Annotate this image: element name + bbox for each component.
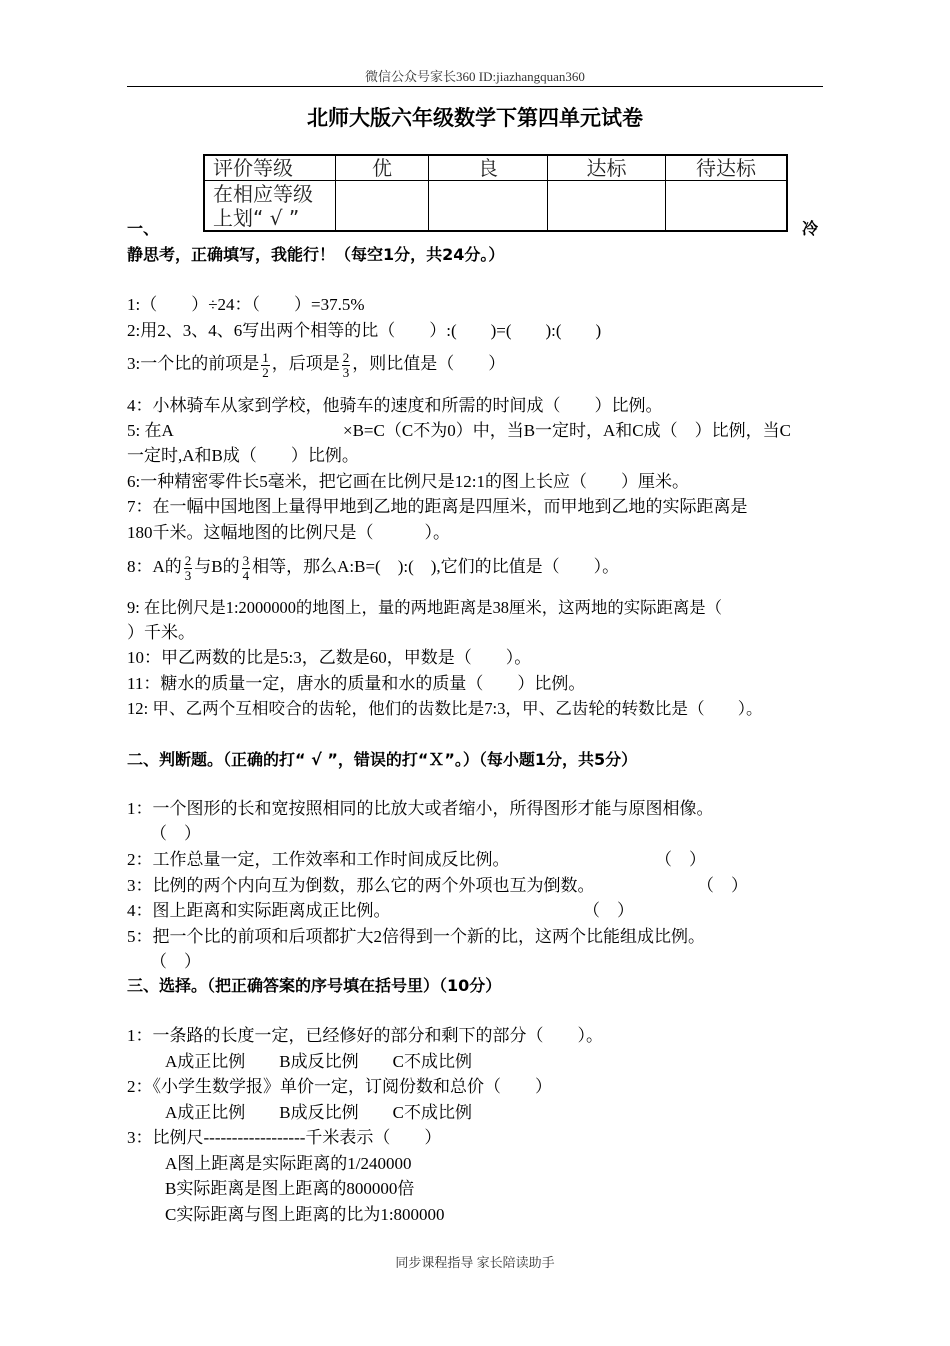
s1-question-7-b: 180千米。这幅地图的比例尺是（ ）。: [127, 523, 450, 542]
s1-question-8: [127, 549, 619, 585]
grade-header-good: 良: [429, 155, 548, 181]
s3-question-3: 3：比例尺------------------千米表示（ ）: [127, 1128, 442, 1147]
grade-header-excellent: 优: [336, 155, 429, 181]
s1-question-11: 11：糖水的质量一定，唐水的质量和水的质量（ ）比例。: [127, 674, 586, 693]
s2-question-3-blank[interactable]: （ ）: [697, 876, 748, 895]
s3-question-3-option-a: A图上距离是实际距离的1/240000: [165, 1154, 412, 1173]
fraction-denominator: 4: [242, 567, 250, 583]
s2-question-4: 4：图上距离和实际距离成正比例。: [127, 901, 391, 920]
s1-question-1: 1:（ ）÷24：（ ）=37.5%: [127, 295, 365, 314]
s1-question-9-a: 9: 在比例尺是1:2000000的地图上，量的两地距离是38厘米，这两地的实际距离是（: [127, 598, 723, 617]
section3-heading: 三、选择。（把正确答案的序号填在括号里）（10分）: [127, 976, 502, 995]
section2-heading: 二、判断题。（正确的打“ √ ”，错误的打“Ｘ”。）（每小题1分，共5分）: [127, 750, 638, 769]
s2-question-5-blank[interactable]: （ ）: [150, 952, 201, 971]
s1-q8-fraction-2: [242, 554, 251, 583]
s1-q8-text-b: 与B的: [194, 557, 240, 576]
s3-question-1-options: A成正比例 B成反比例 C不成比例: [165, 1052, 472, 1071]
s1-question-10: 10：甲乙两数的比是5:3，乙数是60，甲数是（ ）。: [127, 648, 532, 667]
grade-table-mark-row: [204, 181, 787, 232]
s1-q3-fraction-2: [342, 351, 351, 380]
s2-question-5: 5：把一个比的前项和后项都扩大2倍得到一个新的比，这两个比能组成比例。: [127, 927, 705, 946]
s1-q8-fraction-1: [184, 554, 193, 583]
s1-question-5-a: 5: 在A: [127, 421, 174, 440]
grade-mark-good-cell[interactable]: [429, 181, 548, 232]
s1-question-5-b: ×B=C（C不为0）中，当B一定时，A和C成（ ）比例，当C: [343, 421, 791, 440]
header-divider: [127, 86, 823, 87]
s3-question-3-option-b: B实际距离是图上距离的800000倍: [165, 1179, 415, 1198]
s3-question-2: 2：《小学生数学报》单价一定，订阅份数和总价（ ）: [127, 1077, 552, 1096]
fraction-numerator: 3: [242, 552, 250, 568]
s2-question-3: 3：比例的两个内向互为倒数，那么它的两个外项也互为倒数。: [127, 876, 595, 895]
grade-header-label: 评价等级: [204, 155, 336, 181]
s2-question-4-blank[interactable]: （ ）: [583, 901, 634, 920]
grade-mark-label-line1: 在相应等级: [213, 182, 313, 206]
grade-mark-excellent-cell[interactable]: [336, 181, 429, 232]
s2-question-1: 1：一个图形的长和宽按照相同的比放大或者缩小，所得图形才能与原图相像。: [127, 799, 714, 818]
s1-question-5-c: 一定时,A和B成（ ）比例。: [127, 446, 359, 465]
s1-q3-fraction-1: [261, 351, 270, 380]
grade-mark-pass-cell[interactable]: [548, 181, 666, 232]
s1-q3-text-c: ，则比值是（ ）: [352, 354, 506, 373]
s3-question-1: 1：一条路的长度一定，已经修好的部分和剩下的部分（ ）。: [127, 1026, 603, 1045]
s1-question-7-a: 7：在一幅中国地图上量得甲地到乙地的距离是四厘米，而甲地到乙地的实际距离是: [127, 497, 748, 516]
grade-table: [203, 154, 788, 232]
fraction-numerator: 2: [342, 349, 350, 365]
fraction-denominator: 2: [262, 364, 269, 380]
s3-question-3-option-c: C实际距离与图上距离的比为1:800000: [165, 1205, 445, 1224]
s2-question-2-blank[interactable]: （ ）: [655, 850, 706, 869]
fraction-numerator: 2: [184, 552, 192, 568]
fraction-numerator: 1: [262, 349, 269, 365]
s1-question-2: 2:用2、3、4、6写出两个相等的比（ ）:( )=( ):( ): [127, 321, 602, 340]
s1-q3-text-b: ，后项是: [271, 354, 340, 373]
section1-heading-right: 冷: [802, 219, 819, 238]
grade-header-to-pass: 待达标: [666, 155, 788, 181]
s3-question-2-options: A成正比例 B成反比例 C不成比例: [165, 1103, 472, 1122]
s1-question-12: 12: 甲、乙两个互相咬合的齿轮，他们的齿数比是7:3，甲、乙齿轮的转数比是（ ）。: [127, 699, 763, 718]
page-footer: 同步课程指导 家长陪读助手: [395, 1255, 555, 1270]
page-title: 北师大版六年级数学下第四单元试卷: [307, 106, 643, 130]
section1-heading: 静思考，正确填写，我能行！（每空1分，共24分。）: [127, 245, 505, 264]
grade-table-header-row: [204, 155, 787, 181]
s1-q8-text-c: 相等，那么A:B=( ):( ),它们的比值是（ ）。: [252, 557, 620, 576]
grade-mark-to-pass-cell[interactable]: [666, 181, 788, 232]
s2-question-2: 2：工作总量一定，工作效率和工作时间成反比例。: [127, 850, 510, 869]
s1-question-4: 4：小林骑车从家到学校，他骑车的速度和所需的时间成（ ）比例。: [127, 396, 663, 415]
s1-question-9-b: ）千米。: [127, 623, 195, 642]
grade-mark-label: [204, 181, 336, 232]
grade-header-pass: 达标: [548, 155, 666, 181]
s2-question-1-blank[interactable]: （ ）: [150, 824, 201, 843]
grade-mark-label-line2: 上划“ √ ”: [213, 206, 300, 230]
fraction-denominator: 3: [184, 567, 192, 583]
s1-question-3: [127, 346, 505, 382]
s1-question-6: 6:一种精密零件长5毫米，把它画在比例尺是12:1的图上长应（ ）厘米。: [127, 472, 689, 491]
s1-q8-text-a: 8：A的: [127, 557, 182, 576]
s1-q3-text-a: 3:一个比的前项是: [127, 354, 260, 373]
page-header: 微信公众号家长360 ID:jiazhangquan360: [365, 69, 585, 84]
section1-heading-prefix: 一、: [127, 219, 160, 238]
fraction-denominator: 3: [342, 364, 350, 380]
